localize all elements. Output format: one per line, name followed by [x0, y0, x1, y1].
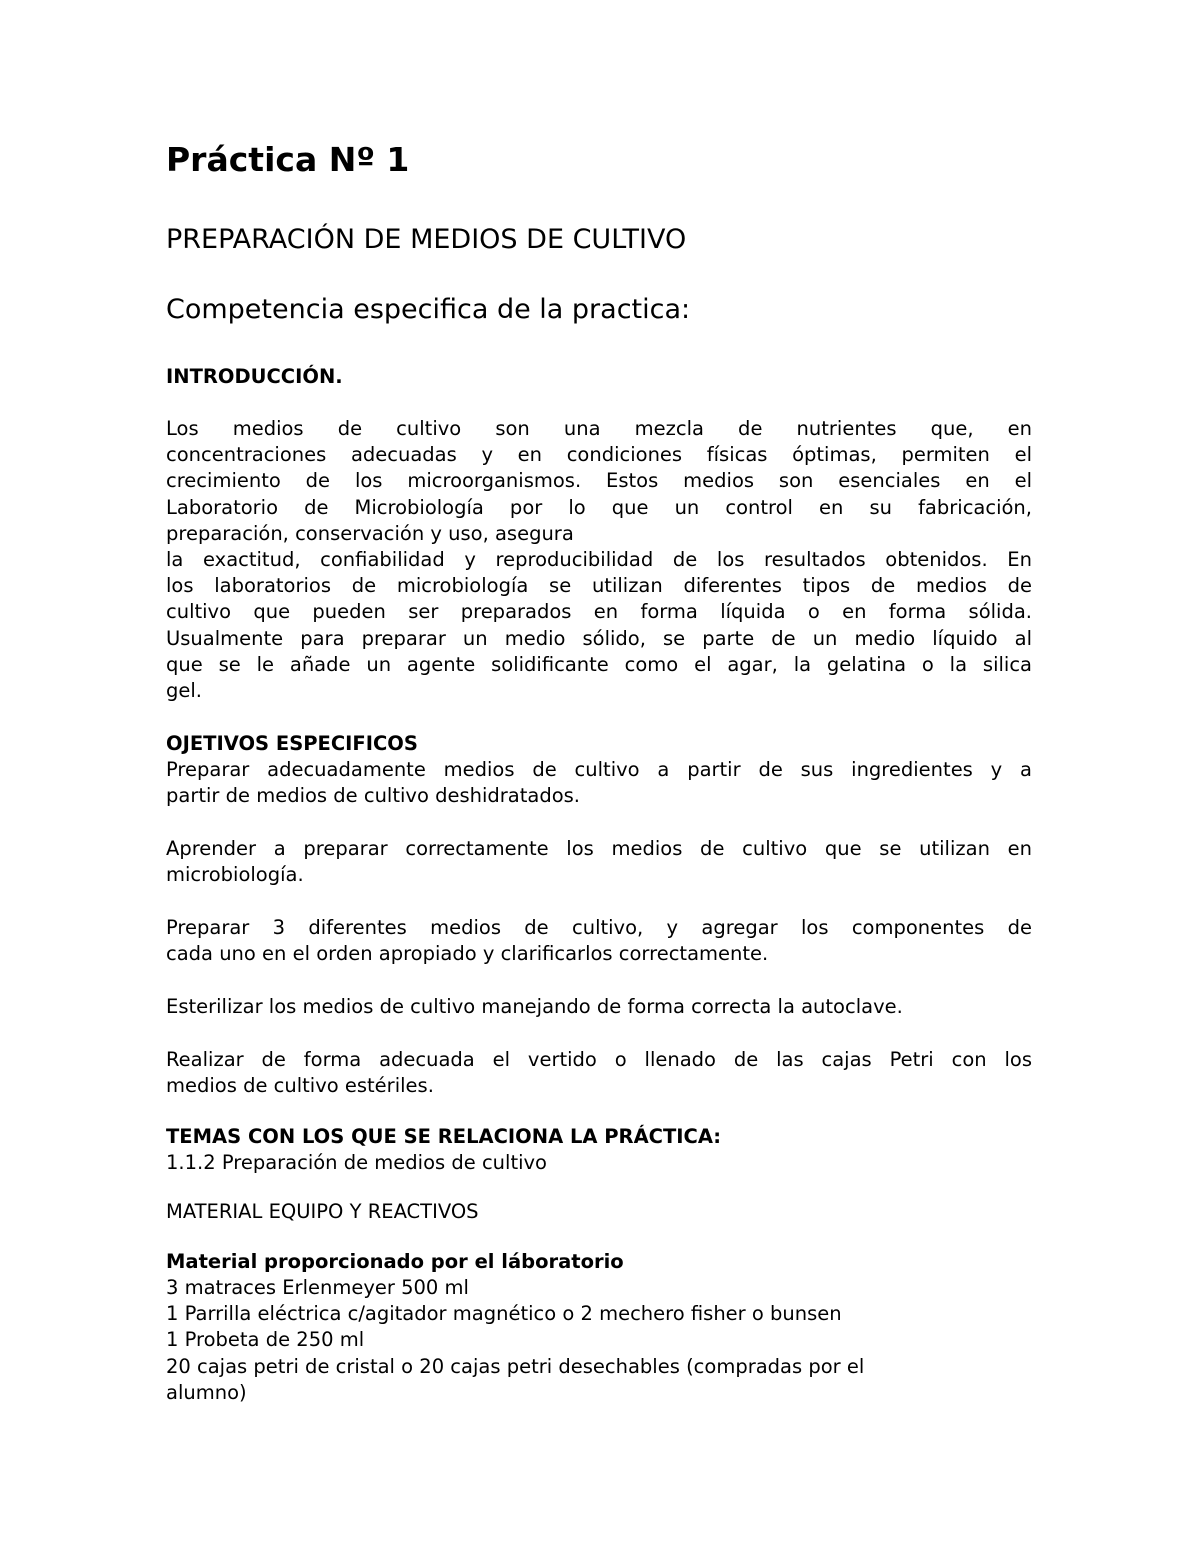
paragraph-line: la exactitud, confiabilidad y reproducibilidad de los resultados obtenidos. En [166, 547, 1032, 571]
material-equipo-heading: MATERIAL EQUIPO Y REACTIVOS [166, 1200, 479, 1223]
paragraph-line: Esterilizar los medios de cultivo manejando de forma correcta la autoclave. [166, 995, 903, 1018]
material-lab-section [166, 1249, 1032, 1406]
paragraph-line: cada uno en el orden apropiado y clarificarlos correctamente. [166, 942, 769, 966]
material-item: 20 cajas petri de cristal o 20 cajas petri desechables (compradas por el [166, 1354, 865, 1378]
paragraph-line: que se le añade un agente solidificante como el agar, la gelatina o la silica [166, 652, 1032, 676]
material-equipo-section [166, 1199, 1032, 1225]
paragraph-line: los laboratorios de microbiología se utilizan diferentes tipos de medios de [166, 574, 1032, 598]
objetivo-item [166, 1047, 1032, 1099]
temas-section [166, 1124, 1032, 1176]
temas-heading: TEMAS CON LOS QUE SE RELACIONA LA PRÁCTICA: [166, 1125, 722, 1148]
paragraph-line: Laboratorio de Microbiología por lo que un control en su fabricación, [166, 495, 1032, 519]
paragraph-line: partir de medios de cultivo deshidratados. [166, 784, 580, 808]
introduccion-body [166, 416, 1032, 704]
paragraph-line: crecimiento de los microorganismos. Estos medios son esenciales en el [166, 469, 1032, 493]
competencia-heading: Competencia especifica de la practica: [166, 294, 691, 325]
material-item: 1 Probeta de 250 ml [166, 1328, 365, 1352]
objetivos-section [166, 731, 1032, 757]
objetivos-heading: OJETIVOS ESPECIFICOS [166, 732, 418, 755]
objetivo-item [166, 757, 1032, 809]
objetivo-item [166, 915, 1032, 967]
paragraph-line: microbiología. [166, 863, 304, 887]
introduccion-heading: INTRODUCCIÓN. [166, 365, 343, 388]
paragraph-line: Los medios de cultivo son una mezcla de nutrientes que, en [166, 417, 1032, 440]
paragraph-line: Usualmente para preparar un medio sólido, se parte de un medio líquido al [166, 626, 1032, 650]
paragraph-line: Preparar adecuadamente medios de cultivo a partir de sus ingredientes y a [166, 758, 1032, 781]
paragraph-line: concentraciones adecuadas y en condiciones físicas óptimas, permiten el [166, 443, 1032, 467]
paragraph-line: medios de cultivo estériles. [166, 1074, 434, 1098]
practice-subtitle: PREPARACIÓN DE MEDIOS DE CULTIVO [166, 224, 687, 255]
paragraph-line: cultivo que pueden ser preparados en forma líquida o en forma sólida. [166, 600, 1032, 624]
material-item: 3 matraces Erlenmeyer 500 ml [166, 1276, 469, 1299]
material-item: 1 Parrilla eléctrica c/agitador magnético o 2 mechero fisher o bunsen [166, 1302, 842, 1326]
paragraph-line: gel. [166, 678, 202, 702]
paragraph-line: Realizar de forma adecuada el vertido o llenado de las cajas Petri con los [166, 1048, 1032, 1071]
objetivo-item [166, 836, 1032, 888]
introduccion-section [166, 364, 1032, 390]
material-lab-heading: Material proporcionado por el láboratorio [166, 1250, 624, 1273]
temas-item: 1.1.2 Preparación de medios de cultivo [166, 1151, 547, 1174]
practice-title: Práctica Nº 1 [166, 140, 410, 179]
material-item: alumno) [166, 1380, 247, 1404]
paragraph-line: Aprender a preparar correctamente los medios de cultivo que se utilizan en [166, 837, 1032, 860]
objetivo-item [166, 994, 1032, 1020]
paragraph-line: preparación, conservación y uso, asegura [166, 521, 574, 545]
paragraph-line: Preparar 3 diferentes medios de cultivo, y agregar los componentes de [166, 916, 1032, 939]
